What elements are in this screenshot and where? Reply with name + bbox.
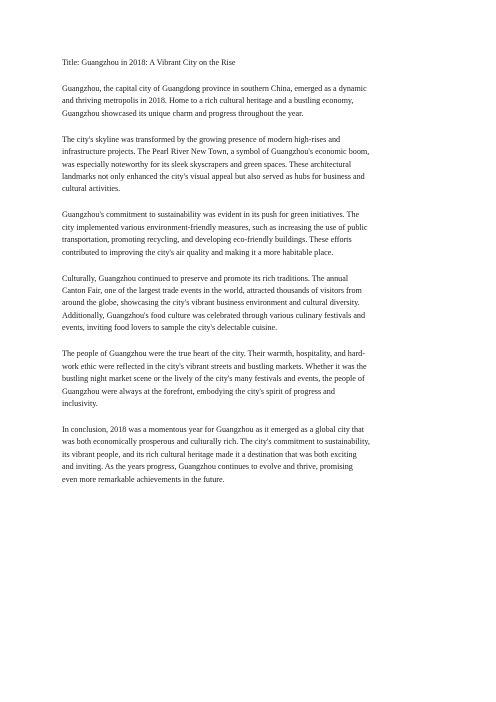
paragraph-gap xyxy=(62,120,438,134)
paragraph-3 xyxy=(62,209,438,259)
paragraph-line: events, inviting food lovers to sample the city's delectable cuisine. xyxy=(62,323,278,333)
paragraph-gap xyxy=(62,259,438,273)
paragraph-gap xyxy=(62,69,438,83)
paragraph-line: infrastructure projects. The Pearl River New Town, a symbol of Guangzhou's economic boom, xyxy=(62,147,370,157)
paragraph-gap xyxy=(62,335,438,349)
paragraph-line: inclusivity. xyxy=(62,398,98,408)
paragraph-line: Additionally, Guangzhou's food culture was celebrated through various culinary festivals and xyxy=(62,310,366,320)
paragraph-line: The people of Guangzhou were the true heart of the city. Their warmth, hospitality, and hard- xyxy=(62,349,365,359)
document-body xyxy=(62,57,438,486)
paragraph-line: In conclusion, 2018 was a momentous year for Guangzhou as it emerged as a global city that xyxy=(62,424,364,434)
paragraph-line: cultural activities. xyxy=(62,184,121,194)
paragraph-gap xyxy=(62,196,438,210)
paragraph-line: work ethic were reflected in the city's vibrant streets and bustling markets. Whether it was the xyxy=(62,361,367,371)
paragraph-line: city implemented various environment-friendly measures, such as increasing the use of public xyxy=(62,222,368,232)
document-title: Title: Guangzhou in 2018: A Vibrant City on the Rise xyxy=(62,58,236,67)
paragraph-line: Guangzhou showcased its unique charm and progress throughout the year. xyxy=(62,108,304,118)
paragraph-1 xyxy=(62,83,438,120)
paragraph-line: landmarks not only enhanced the city's visual appeal but also served as hubs for business and xyxy=(62,172,365,182)
paragraph-line: around the globe, showcasing the city's vibrant business environment and cultural diversity. xyxy=(62,298,360,308)
paragraph-line: Guangzhou, the capital city of Guangdong province in southern China, emerged as a dynamic xyxy=(62,84,367,93)
paragraph-line: Canton Fair, one of the largest trade events in the world, attracted thousands of visitors from xyxy=(62,286,362,296)
paragraph-line: its vibrant people, and its rich cultural heritage made it a destination that was both exciting xyxy=(62,449,357,459)
paragraph-line: Guangzhou were always at the forefront, embodying the city's spirit of progress and xyxy=(62,386,335,396)
paragraph-line: bustling night market scene or the lively of the city's many festivals and events, the people of xyxy=(62,374,365,384)
paragraph-line: Culturally, Guangzhou continued to preserve and promote its rich traditions. The annual xyxy=(62,273,349,283)
paragraph-2 xyxy=(62,134,438,196)
paragraph-line: even more remarkable achievements in the future. xyxy=(62,474,225,484)
paragraph-5 xyxy=(62,348,438,410)
paragraph-line: and thriving metropolis in 2018. Home to a rich cultural heritage and a bustling economy, xyxy=(62,96,354,106)
paragraph-line: Guangzhou's commitment to sustainability was evident in its push for green initiatives. The xyxy=(62,210,360,220)
paragraph-4 xyxy=(62,273,438,335)
paragraph-line: The city's skyline was transformed by the growing presence of modern high-rises and xyxy=(62,134,341,144)
paragraph-6 xyxy=(62,424,438,486)
paragraph-line: transportation, promoting recycling, and developing eco-friendly buildings. These efforts xyxy=(62,235,352,245)
paragraph-line: contributed to improving the city's air quality and making it a more habitable place. xyxy=(62,247,334,257)
paragraph-gap xyxy=(62,410,438,424)
paragraph-line: and inviting. As the years progress, Guangzhou continues to evolve and thrive, promising xyxy=(62,462,353,472)
paragraph-line: was both economically prosperous and culturally rich. The city's commitment to sustainability, xyxy=(62,437,370,447)
paragraph-line: was especially noteworthy for its sleek skyscrapers and green spaces. These architectural xyxy=(62,159,352,169)
